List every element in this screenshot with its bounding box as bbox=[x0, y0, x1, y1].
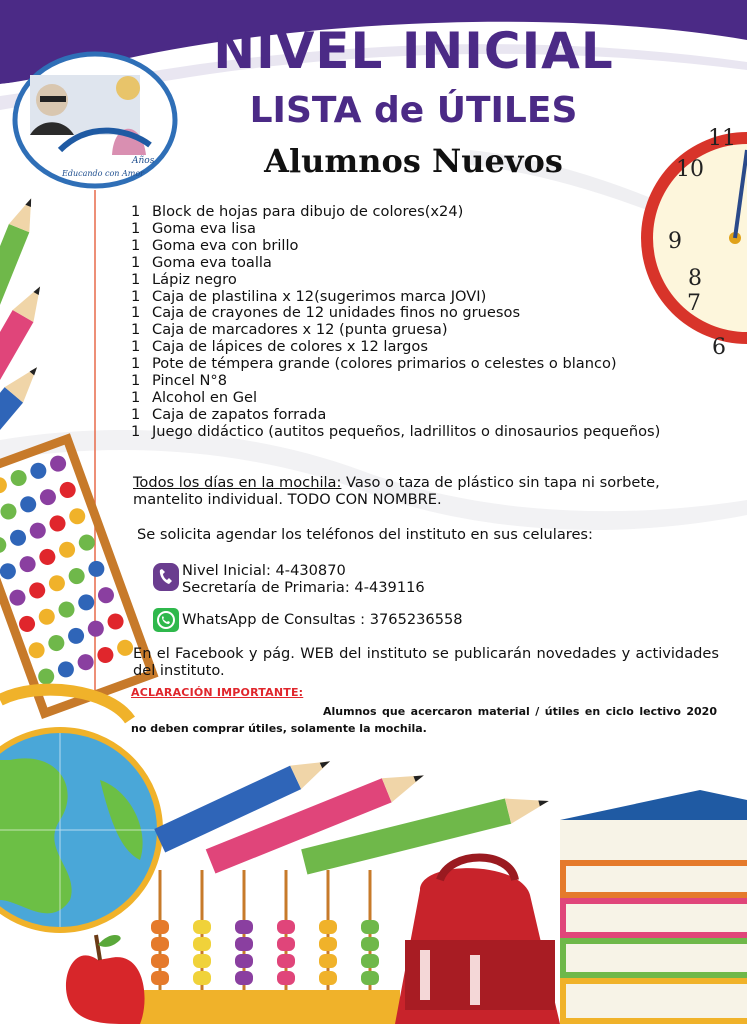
item-name: Goma eva toalla bbox=[152, 253, 272, 271]
svg-text:7: 7 bbox=[687, 291, 701, 316]
list-item bbox=[131, 221, 660, 238]
svg-text:8: 8 bbox=[688, 266, 702, 291]
list-item bbox=[131, 289, 660, 306]
list-item bbox=[131, 305, 660, 322]
contacts-request: Se solicita agendar los teléfonos del instituto en sus celulares: bbox=[137, 526, 593, 543]
list-item bbox=[131, 255, 660, 272]
list-item bbox=[131, 407, 660, 424]
phone-nivel-inicial: Nivel Inicial: 4-430870 bbox=[182, 562, 346, 579]
item-quantity: 1 bbox=[131, 253, 141, 271]
list-item bbox=[131, 238, 660, 255]
item-name: Pincel N°8 bbox=[152, 372, 227, 390]
item-quantity: 1 bbox=[131, 270, 141, 288]
item-quantity: 1 bbox=[131, 203, 141, 220]
item-name: Block de hojas para dibujo de colores(x24) bbox=[152, 203, 464, 220]
daily-backpack-note bbox=[133, 474, 723, 508]
page-subtitle: LISTA de ÚTILES bbox=[249, 90, 578, 131]
clarification-title: ACLARACIÓN IMPORTANTE: bbox=[131, 686, 304, 699]
clarification-body: Alumnos que acercaron material / útiles en ciclo lectivo 2020 no deben comprar útiles, solamente la mochila. bbox=[131, 705, 717, 735]
item-name: Caja de zapatos forrada bbox=[152, 405, 327, 423]
list-item bbox=[131, 204, 660, 221]
logo-years: Años bbox=[132, 156, 155, 166]
list-item bbox=[131, 390, 660, 407]
item-name: Alcohol en Gel bbox=[152, 388, 258, 406]
item-quantity: 1 bbox=[131, 388, 141, 406]
item-name: Pote de témpera grande (colores primarios o celestes o blanco) bbox=[152, 355, 617, 373]
item-name: Goma eva con brillo bbox=[152, 236, 299, 254]
student-group: Alumnos Nuevos bbox=[264, 142, 563, 180]
item-quantity: 1 bbox=[131, 304, 141, 322]
item-quantity: 1 bbox=[131, 372, 141, 390]
whatsapp-contact: WhatsApp de Consultas : 3765236558 bbox=[182, 611, 463, 628]
item-name: Caja de marcadores x 12 (punta gruesa) bbox=[152, 321, 448, 339]
whatsapp-icon bbox=[153, 608, 179, 632]
phone-primaria: Secretaría de Primaria: 4-439116 bbox=[182, 579, 425, 596]
svg-text:6: 6 bbox=[712, 335, 726, 360]
item-quantity: 1 bbox=[131, 338, 141, 356]
item-name: Juego didáctico (autitos pequeños, ladrillitos o dinosaurios pequeños) bbox=[152, 422, 661, 440]
daily-text: Vaso o taza de plástico sin tapa ni sorbete, mantelito individual. TODO CON NOMBRE. bbox=[133, 474, 660, 508]
item-quantity: 1 bbox=[131, 287, 141, 305]
svg-text:9: 9 bbox=[668, 229, 682, 254]
list-item bbox=[131, 272, 660, 289]
item-quantity: 1 bbox=[131, 355, 141, 373]
item-quantity: 1 bbox=[131, 405, 141, 423]
list-item bbox=[131, 339, 660, 356]
phone-icon bbox=[153, 563, 179, 591]
list-item bbox=[131, 356, 660, 373]
svg-text:11: 11 bbox=[708, 126, 736, 151]
item-name: Caja de lápices de colores x 12 largos bbox=[152, 338, 428, 356]
list-item bbox=[131, 373, 660, 390]
daily-label: Todos los días en la mochila: bbox=[133, 474, 342, 491]
item-quantity: 1 bbox=[131, 236, 141, 254]
item-quantity: 1 bbox=[131, 219, 141, 237]
item-name: Goma eva lisa bbox=[152, 219, 256, 237]
item-name: Caja de plastilina x 12(sugerimos marca JOVI) bbox=[152, 287, 487, 305]
list-item bbox=[131, 322, 660, 339]
supplies-list bbox=[131, 204, 660, 441]
page-title: NIVEL INICIAL bbox=[213, 22, 614, 80]
item-quantity: 1 bbox=[131, 422, 141, 440]
svg-text:10: 10 bbox=[676, 157, 704, 182]
list-item bbox=[131, 424, 660, 441]
item-quantity: 1 bbox=[131, 321, 141, 339]
item-name: Caja de crayones de 12 unidades finos no gruesos bbox=[152, 304, 521, 322]
facebook-note: En el Facebook y pág. WEB del instituto se publicarán novedades y actividades del instituto. bbox=[133, 645, 719, 679]
item-name: Lápiz negro bbox=[152, 270, 237, 288]
logo-motto: Educando con Amor bbox=[62, 169, 144, 178]
